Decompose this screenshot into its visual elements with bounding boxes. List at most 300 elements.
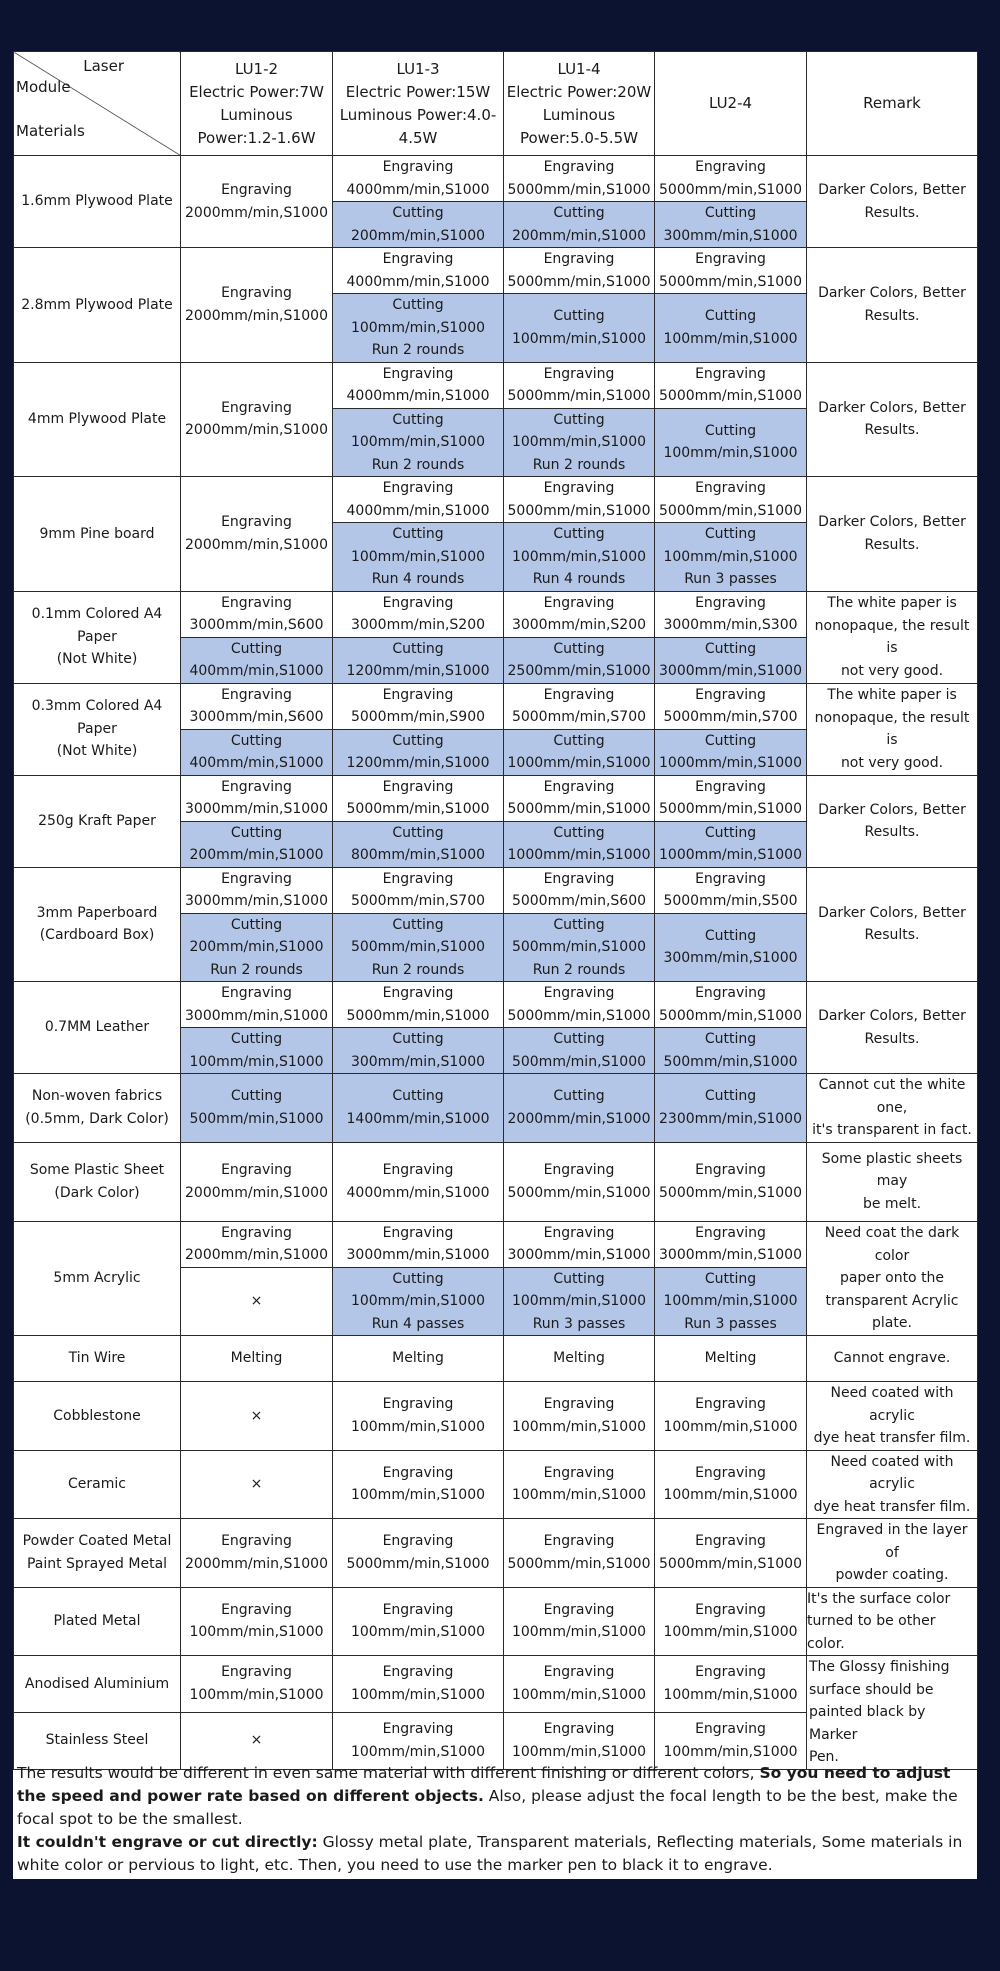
engraving-param xyxy=(504,982,655,1028)
engraving-param xyxy=(504,591,655,637)
cell-line: 5000mm/min,S1000 xyxy=(507,388,651,404)
cutting-param xyxy=(181,1074,333,1143)
cell-line: 3000mm/min,S1000 xyxy=(507,1247,651,1263)
cell-line: 100mm/min,S1000 xyxy=(511,1418,647,1435)
cell-line: 3000mm/min,S1000 xyxy=(185,1007,328,1024)
cell-line: Engraving xyxy=(221,1162,292,1178)
cell-line: Engraving xyxy=(382,870,454,887)
cutting-param xyxy=(504,913,655,982)
cell-line: Engraving xyxy=(695,251,766,267)
cell-line: transparent Acrylic plate. xyxy=(825,1292,959,1331)
cell-line: 800mm/min,S1000 xyxy=(350,847,486,863)
cell-line: 100mm/min,S1000 xyxy=(663,548,798,565)
material-row xyxy=(14,156,978,202)
cell-line: Engraving xyxy=(221,1224,292,1241)
cell-line: 500mm/min,S1000 xyxy=(663,1053,798,1070)
param-cell xyxy=(655,1712,807,1769)
cell-line: Engraving xyxy=(543,1162,615,1178)
cell-line: Cutting xyxy=(704,526,757,542)
cell-line: 3000mm/min,S600 xyxy=(189,617,324,633)
cell-line: Engraving xyxy=(382,985,454,1001)
cell-line: 100mm/min,S1000 xyxy=(663,1624,798,1641)
cell-line: Some plastic sheets may xyxy=(821,1150,963,1190)
cell-line: Engraving xyxy=(382,1664,454,1681)
cell-line: 3000mm/min,S1000 xyxy=(346,1247,490,1263)
param-cell xyxy=(181,477,333,592)
cell-line: 100mm/min,S1000 xyxy=(511,434,647,450)
cell-line: powder coating. xyxy=(835,1567,949,1583)
notes xyxy=(13,1762,976,1877)
material-line: (Dark Color) xyxy=(54,1184,140,1201)
cell-line: 100mm/min,S1000 xyxy=(663,1418,798,1435)
cell-line: Cutting xyxy=(230,1031,283,1047)
cell-line: 5000mm/min,S1000 xyxy=(507,1007,651,1024)
material-line: Some Plastic Sheet xyxy=(29,1162,165,1178)
cell-line: nonopaque, the result is xyxy=(814,709,970,748)
material-name xyxy=(14,591,181,683)
cell-line: Run 3 passes xyxy=(684,571,777,587)
cell-line: Cutting xyxy=(553,640,605,657)
cell-line: 100mm/min,S1000 xyxy=(511,1686,647,1703)
cell-line: Cutting xyxy=(704,927,757,944)
cutting-param xyxy=(655,1028,807,1074)
cell-line: 5000mm/min,S1000 xyxy=(659,388,802,404)
param-cell xyxy=(333,1656,504,1713)
param-cell xyxy=(333,1712,504,1769)
cell-line: Engraving xyxy=(543,778,615,795)
header-line: Power:5.0-5.5W xyxy=(519,128,639,147)
cell-line: 2000mm/min,S1000 xyxy=(185,422,328,439)
cell-line: 5000mm/min,S1000 xyxy=(507,1555,651,1572)
cell-line: 100mm/min,S1000 xyxy=(350,319,486,336)
cell-line: 3000mm/min,S1000 xyxy=(185,893,328,909)
cell-line: Cutting xyxy=(392,1270,444,1287)
cutting-param xyxy=(333,729,504,775)
material-line: (Cardboard Box) xyxy=(39,927,155,944)
module-header-lu1-4 xyxy=(504,52,655,156)
cell-line: Darker Colors, Better xyxy=(818,514,966,531)
cell-line: Engraving xyxy=(543,480,615,496)
cell-line: 5000mm/min,S1000 xyxy=(507,181,651,198)
cutting-param xyxy=(504,523,655,592)
note-paragraph-1 xyxy=(17,1762,972,1831)
cell-line: Cutting xyxy=(230,640,283,657)
cell-line: Engraving xyxy=(382,594,454,611)
cell-line: Engraving xyxy=(382,778,454,795)
cell-line: Engraving xyxy=(382,686,454,703)
laser-label: Laser xyxy=(83,57,124,75)
note-paragraph-2 xyxy=(17,1831,972,1877)
material-line: 0.1mm Colored A4 xyxy=(31,606,163,623)
cell-line: Melting xyxy=(553,1350,605,1367)
cell-line: Engraving xyxy=(221,1533,292,1550)
cell-line: Cutting xyxy=(392,1088,444,1105)
cell-line: 100mm/min,S1000 xyxy=(663,1487,798,1504)
cutting-param xyxy=(504,1028,655,1074)
cell-line: Engraving xyxy=(543,1396,615,1413)
cell-line: Engraving xyxy=(382,365,454,382)
cell-line: Engraving xyxy=(695,1396,766,1413)
cell-line: Engraving xyxy=(221,1601,292,1618)
cell-line: 2000mm/min,S1000 xyxy=(185,204,328,221)
cutting-param xyxy=(333,202,504,248)
cutting-param xyxy=(333,913,504,982)
material-row xyxy=(14,683,978,729)
param-cell xyxy=(333,1519,504,1588)
material-row xyxy=(14,867,978,913)
cell-line: 2300mm/min,S1000 xyxy=(659,1110,802,1127)
cell-line: Engraving xyxy=(543,686,615,703)
cell-line: Engraving xyxy=(543,1664,615,1681)
engraving-param xyxy=(655,591,807,637)
cutting-param xyxy=(655,523,807,592)
remark xyxy=(807,1336,978,1382)
engraving-param xyxy=(333,477,504,523)
cutting-param xyxy=(504,637,655,683)
remark xyxy=(807,591,978,683)
cell-line: Cutting xyxy=(704,1270,757,1287)
remark xyxy=(807,1221,978,1336)
engraving-param xyxy=(333,248,504,294)
material-line: Ceramic xyxy=(68,1476,126,1492)
param-cell xyxy=(181,156,333,248)
material-row xyxy=(14,1336,978,1382)
cell-line: Results. xyxy=(864,824,920,840)
material-line: Paper xyxy=(77,720,117,737)
cell-line: Engraving xyxy=(543,985,615,1001)
cell-line: Engraving xyxy=(695,1721,766,1738)
cell-line: 100mm/min,S1000 xyxy=(189,1686,324,1703)
cell-line: Melting xyxy=(392,1350,444,1367)
material-name xyxy=(14,683,181,775)
cell-line: Engraving xyxy=(382,1396,454,1413)
cell-line: The white paper is xyxy=(827,687,957,703)
material-name xyxy=(14,1142,181,1221)
cell-line: 2500mm/min,S1000 xyxy=(507,663,651,679)
param-cell xyxy=(504,1712,655,1769)
cutting-param xyxy=(504,821,655,867)
cell-line: Engraving xyxy=(695,365,766,382)
cell-line: Run 4 rounds xyxy=(532,571,626,587)
cell-line: 5000mm/min,S1000 xyxy=(346,801,490,817)
cell-line: Run 3 passes xyxy=(684,1315,777,1332)
remark xyxy=(807,156,978,248)
material-line: Plated Metal xyxy=(53,1613,141,1629)
cell-line: Engraved in the layer of xyxy=(816,1522,968,1561)
material-row xyxy=(14,1450,978,1519)
not-applicable xyxy=(181,1267,333,1336)
cell-line: Need coated with acrylic xyxy=(830,1385,954,1424)
material-name xyxy=(14,1382,181,1451)
material-name xyxy=(14,1336,181,1382)
cell-line: it's transparent in fact. xyxy=(812,1122,972,1138)
remark xyxy=(807,775,978,867)
cell-line: 100mm/min,S1000 xyxy=(511,1293,647,1309)
header-line: Electric Power:7W xyxy=(189,82,324,101)
cell-line: Engraving xyxy=(695,1664,766,1681)
cell-line: 400mm/min,S1000 xyxy=(189,663,324,679)
cell-line: Cutting xyxy=(553,205,605,221)
cell-line: × xyxy=(250,1407,263,1424)
cell-line: Results. xyxy=(864,307,920,324)
cell-line: Cutting xyxy=(704,824,757,841)
cell-line: 1000mm/min,S1000 xyxy=(507,755,651,771)
cell-line: Cutting xyxy=(553,526,605,542)
note-emphasis: It couldn't engrave or cut directly: xyxy=(17,1833,318,1851)
cell-line: 4000mm/min,S1000 xyxy=(346,273,490,290)
cell-line: Engraving xyxy=(382,251,454,267)
cell-line: Cutting xyxy=(230,1088,283,1105)
cell-line: 100mm/min,S1000 xyxy=(189,1624,324,1641)
remark xyxy=(807,1656,978,1770)
cell-line: Engraving xyxy=(221,399,292,416)
engraving-param xyxy=(504,362,655,408)
cell-line: Cutting xyxy=(392,526,444,542)
cell-line: 1000mm/min,S1000 xyxy=(507,847,651,863)
cell-line: Engraving xyxy=(543,594,615,611)
cell-line: painted black by Marker xyxy=(809,1704,926,1743)
material-line: 250g Kraft Paper xyxy=(38,812,156,829)
cell-line: Melting xyxy=(704,1350,757,1367)
remark xyxy=(807,248,978,363)
cell-line: 5000mm/min,S1000 xyxy=(659,1007,802,1024)
param-cell xyxy=(504,1142,655,1221)
cell-line: 5000mm/min,S700 xyxy=(350,893,486,909)
cell-line: Engraving xyxy=(221,514,292,531)
param-cell xyxy=(333,1382,504,1451)
cell-line: Engraving xyxy=(695,1533,766,1550)
header-line: Power:1.2-1.6W xyxy=(197,128,316,147)
cell-line: 100mm/min,S1000 xyxy=(350,1743,486,1760)
cutting-param xyxy=(333,821,504,867)
cutting-param xyxy=(333,408,504,477)
material-name xyxy=(14,1450,181,1519)
cell-line: Engraving xyxy=(382,1721,454,1738)
material-name xyxy=(14,1587,181,1656)
engraving-param xyxy=(181,683,333,729)
cell-line: Engraving xyxy=(695,159,766,175)
cell-line: 4000mm/min,S1000 xyxy=(346,1184,490,1201)
cell-line: Cutting xyxy=(704,1088,757,1105)
cell-line: Cutting xyxy=(553,732,605,749)
cutting-param xyxy=(333,1028,504,1074)
cell-line: 100mm/min,S1000 xyxy=(350,1624,486,1641)
param-cell xyxy=(655,1587,807,1656)
material-name xyxy=(14,982,181,1074)
cell-line: 3000mm/min,S1000 xyxy=(659,1247,802,1263)
param-cell xyxy=(181,1336,333,1382)
cell-line: Engraving xyxy=(543,1224,615,1241)
engraving-param xyxy=(655,1221,807,1267)
cell-line: Engraving xyxy=(382,1464,454,1481)
cell-line: Engraving xyxy=(695,686,766,703)
cell-line: Melting xyxy=(230,1350,283,1367)
cell-line: 5000mm/min,S1000 xyxy=(507,273,651,290)
cell-line: Engraving xyxy=(221,870,292,887)
material-name xyxy=(14,362,181,477)
engraving-param xyxy=(504,156,655,202)
cell-line: 5000mm/min,S1000 xyxy=(659,1184,802,1201)
cell-line: 5000mm/min,S1000 xyxy=(659,273,802,290)
remark xyxy=(807,982,978,1074)
engraving-param xyxy=(333,591,504,637)
material-row xyxy=(14,982,978,1028)
cell-line: Run 2 rounds xyxy=(371,342,465,358)
material-row xyxy=(14,591,978,637)
corner-header xyxy=(14,52,181,156)
cell-line: Cutting xyxy=(553,824,605,841)
cell-line: Cutting xyxy=(553,411,605,428)
cell-line: 100mm/min,S1000 xyxy=(663,445,798,462)
cell-line: 200mm/min,S1000 xyxy=(189,847,324,863)
remark xyxy=(807,1074,978,1143)
param-cell xyxy=(181,1519,333,1588)
param-cell xyxy=(504,1519,655,1588)
cutting-param xyxy=(181,913,333,982)
cell-line: 100mm/min,S1000 xyxy=(350,1293,486,1309)
cell-line: × xyxy=(250,1476,263,1492)
cell-line: 500mm/min,S1000 xyxy=(189,1110,324,1127)
cell-line: Cutting xyxy=(704,640,757,657)
cell-line: Engraving xyxy=(221,285,292,302)
engraving-param xyxy=(504,1221,655,1267)
material-name xyxy=(14,775,181,867)
engraving-param xyxy=(181,867,333,913)
cutting-param xyxy=(504,294,655,363)
laser-parameter-table xyxy=(13,51,978,1770)
cell-line: Cutting xyxy=(704,422,757,439)
material-line: Paint Sprayed Metal xyxy=(26,1555,168,1572)
cell-line: 300mm/min,S1000 xyxy=(350,1053,486,1070)
cell-line: Engraving xyxy=(543,1721,615,1738)
cell-line: 1000mm/min,S1000 xyxy=(659,847,802,863)
header-line: LU1-4 xyxy=(557,59,601,78)
header-line: Luminous xyxy=(542,105,616,124)
cell-line: Cutting xyxy=(704,205,757,221)
cell-line: 100mm/min,S1000 xyxy=(511,1487,647,1504)
param-cell xyxy=(181,1712,333,1769)
cell-line: nonopaque, the result is xyxy=(814,617,970,656)
cell-line: 2000mm/min,S1000 xyxy=(185,1184,328,1201)
cell-line: Cutting xyxy=(392,1031,444,1047)
cell-line: 5000mm/min,S1000 xyxy=(507,1184,651,1201)
cell-line: 200mm/min,S1000 xyxy=(189,939,324,955)
cell-line: Engraving xyxy=(543,365,615,382)
cell-line: 5000mm/min,S1000 xyxy=(507,502,651,519)
cell-line: 2000mm/min,S1000 xyxy=(185,536,328,553)
cell-line: 100mm/min,S1000 xyxy=(663,1743,798,1760)
material-line: Non-woven fabrics xyxy=(31,1088,163,1105)
material-line: Tin Wire xyxy=(68,1350,126,1367)
cutting-param xyxy=(655,1267,807,1336)
material-name xyxy=(14,867,181,982)
cutting-param xyxy=(655,913,807,982)
cell-line: Engraving xyxy=(695,480,766,496)
cell-line: Engraving xyxy=(221,594,292,611)
engraving-param xyxy=(655,775,807,821)
cell-line: 5000mm/min,S700 xyxy=(663,709,798,725)
module-header-lu2-4 xyxy=(655,52,807,156)
param-cell xyxy=(655,1656,807,1713)
material-line: Anodised Aluminium xyxy=(24,1675,170,1692)
cell-line: 1400mm/min,S1000 xyxy=(346,1110,490,1127)
cell-line: Cutting xyxy=(553,308,605,325)
cell-line: 2000mm/min,S1000 xyxy=(507,1110,651,1127)
cell-line: It's the surface color xyxy=(807,1590,951,1607)
cell-line: Engraving xyxy=(543,159,615,175)
cell-line: Cannot engrave. xyxy=(833,1350,951,1367)
cell-line: not very good. xyxy=(840,662,944,679)
cell-line: surface should be xyxy=(809,1681,934,1698)
cell-line: Run 2 rounds xyxy=(210,961,303,978)
cell-line: Cutting xyxy=(392,732,444,749)
material-name xyxy=(14,248,181,363)
module-header-lu1-2 xyxy=(181,52,333,156)
param-cell xyxy=(181,1142,333,1221)
cell-line: 4000mm/min,S1000 xyxy=(346,502,490,519)
cell-line: Engraving xyxy=(543,870,615,887)
material-line: (0.5mm, Dark Color) xyxy=(25,1110,169,1127)
cell-line: 5000mm/min,S1000 xyxy=(346,1007,490,1024)
cell-line: 100mm/min,S1000 xyxy=(350,1487,486,1504)
material-line: Stainless Steel xyxy=(45,1732,149,1749)
material-row xyxy=(14,477,978,523)
engraving-param xyxy=(333,362,504,408)
material-row xyxy=(14,775,978,821)
cell-line: Engraving xyxy=(382,159,454,175)
param-cell xyxy=(181,248,333,363)
remark-header: Remark xyxy=(807,52,978,156)
cell-line: Engraving xyxy=(543,1464,615,1481)
cell-line: dye heat transfer film. xyxy=(813,1430,971,1446)
material-name xyxy=(14,477,181,592)
cell-line: Results. xyxy=(864,204,920,221)
material-row xyxy=(14,1656,978,1713)
material-row xyxy=(14,1382,978,1451)
cell-line: Engraving xyxy=(221,1664,292,1681)
cell-line: 5000mm/min,S1000 xyxy=(659,502,802,519)
remark xyxy=(807,1519,978,1588)
cutting-param xyxy=(504,729,655,775)
cell-line: Engraving xyxy=(695,870,766,887)
cell-line: 5000mm/min,S1000 xyxy=(659,1555,802,1572)
cell-line: Engraving xyxy=(382,1224,454,1241)
cell-line: 4000mm/min,S1000 xyxy=(346,181,490,198)
cell-line: Cutting xyxy=(230,916,283,933)
material-name xyxy=(14,1656,181,1713)
engraving-param xyxy=(655,683,807,729)
engraving-param xyxy=(504,867,655,913)
material-row xyxy=(14,362,978,408)
cell-line: Darker Colors, Better xyxy=(818,285,966,302)
engraving-param xyxy=(333,156,504,202)
cell-line: Run 2 rounds xyxy=(532,961,626,978)
param-cell xyxy=(655,1142,807,1221)
cutting-param xyxy=(181,637,333,683)
cutting-param xyxy=(655,637,807,683)
param-cell xyxy=(181,1382,333,1451)
header-line: Electric Power:20W xyxy=(506,82,652,101)
cell-line: Cutting xyxy=(704,308,757,325)
cell-line: not very good. xyxy=(840,754,944,771)
param-cell xyxy=(504,1450,655,1519)
material-name xyxy=(14,1074,181,1143)
cell-line: Cutting xyxy=(392,640,444,657)
engraving-param xyxy=(655,982,807,1028)
cell-line: be melt. xyxy=(862,1195,922,1212)
engraving-param xyxy=(504,775,655,821)
cell-line: Run 2 rounds xyxy=(532,456,626,473)
